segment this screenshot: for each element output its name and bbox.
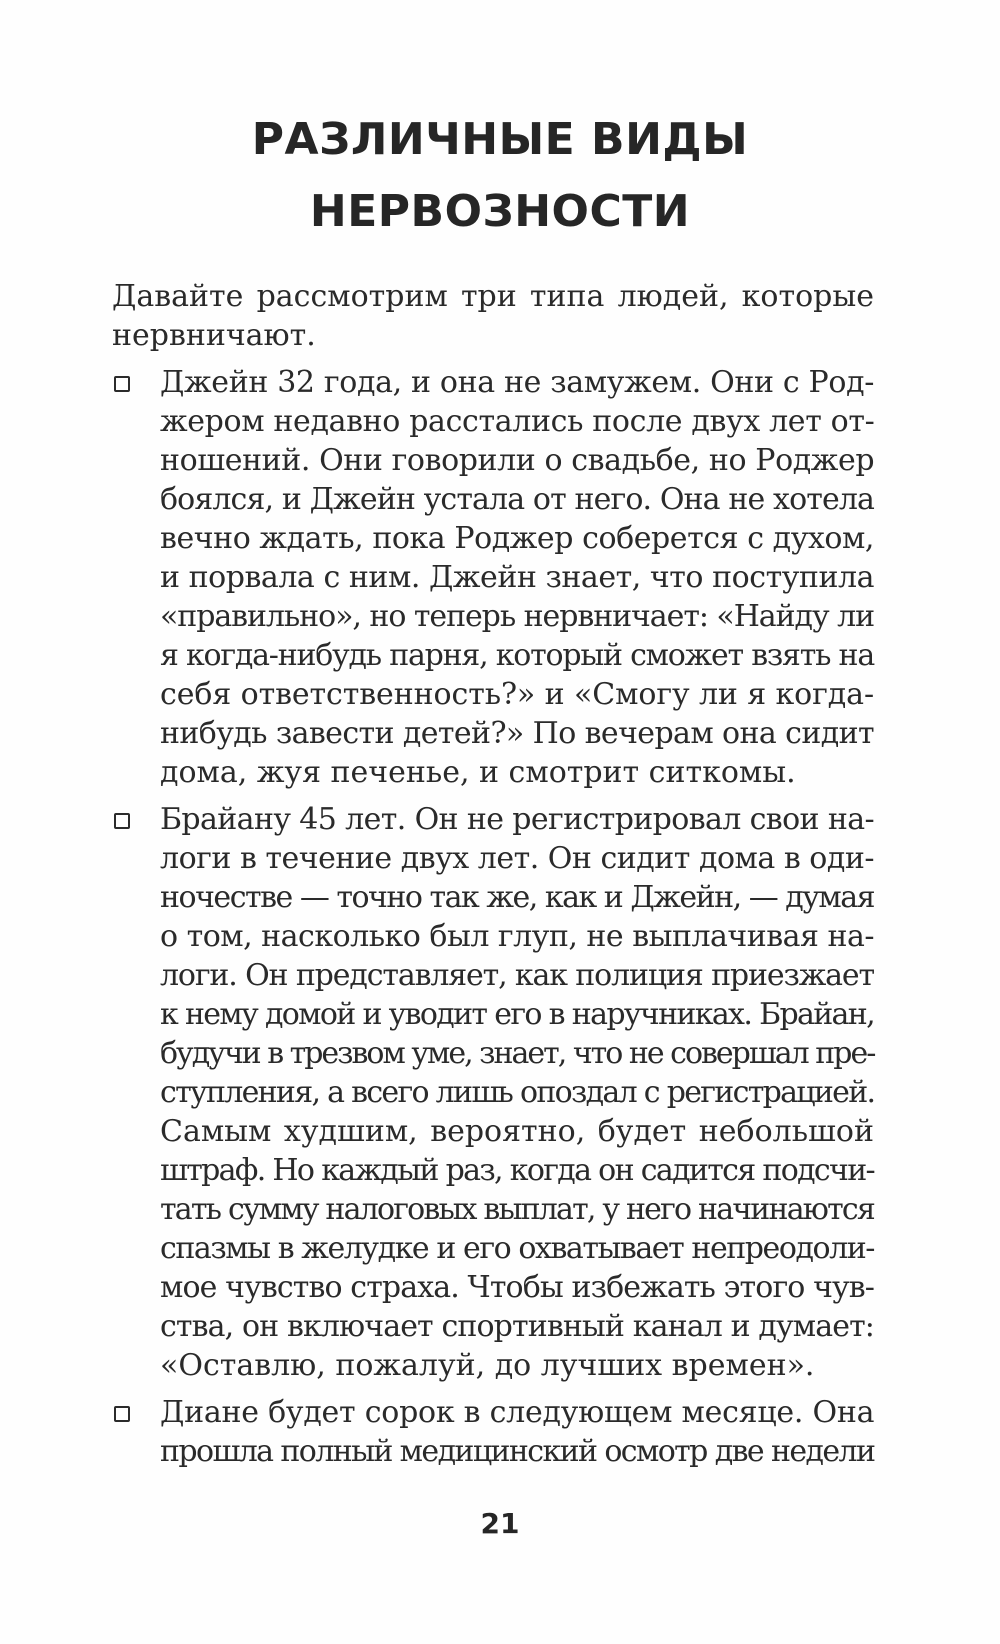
checkbox-square-icon xyxy=(114,1406,130,1422)
text-line: будучи в трезвом уме, знает, что не совершал пре- xyxy=(160,1036,875,1071)
text-line: логи. Он представляет, как полиция приезжает xyxy=(160,958,874,993)
text-line: ступления, а всего лишь опоздал с регистрацией. xyxy=(160,1075,875,1110)
text-line: «правильно», но теперь нервничает: «Найду ли xyxy=(160,599,874,634)
text-line: Джейн 32 года, и она не замужем. Они с Род- xyxy=(160,365,874,400)
text-line: к нему домой и уводит его в наручниках. Брайан, xyxy=(160,997,874,1032)
list-item-diana xyxy=(112,1393,874,1471)
text-line: «Оставлю, пожалуй, до лучших времен». xyxy=(160,1348,815,1383)
list-item-jane xyxy=(112,363,874,792)
text-line: мое чувство страха. Чтобы избежать этого чув- xyxy=(160,1270,875,1305)
intro-paragraph xyxy=(112,277,874,355)
chapter-heading xyxy=(0,104,1000,248)
text-line: жером недавно расстались после двух лет от- xyxy=(160,404,875,439)
text-line: тать сумму налоговых выплат, у него начинаются xyxy=(160,1192,874,1227)
text-line: штраф. Но каждый раз, когда он садится подсчи- xyxy=(160,1153,874,1188)
intro-line: Давайте рассмотрим три типа людей, которые xyxy=(112,279,874,314)
text-line: о том, насколько был глуп, не выплачивая на- xyxy=(160,919,874,954)
chapter-heading-line-1: РАЗЛИЧНЫЕ ВИДЫ xyxy=(251,114,749,165)
text-line: спазмы в желудке и его охватывает непреодоли- xyxy=(160,1231,874,1266)
text-line: дома, жуя печенье, и смотрит ситкомы. xyxy=(160,755,796,790)
text-line: логи в течение двух лет. Он сидит дома в оди- xyxy=(160,841,874,876)
text-line: Самым худшим, вероятно, будет небольшой xyxy=(160,1114,874,1149)
page-number: 21 xyxy=(480,1507,520,1540)
text-line: Диане будет сорок в следующем месяце. Она xyxy=(160,1395,875,1430)
body-text xyxy=(112,277,874,1471)
text-line: ночестве — точно так же, как и Джейн, — думая xyxy=(160,880,875,915)
text-line: я когда-нибудь парня, который сможет взять на xyxy=(160,638,874,673)
text-line: Брайану 45 лет. Он не регистрировал свои на- xyxy=(160,802,875,837)
text-line: боялся, и Джейн устала от него. Она не хотела xyxy=(160,482,874,517)
text-line: и порвала с ним. Джейн знает, что поступила xyxy=(160,560,874,595)
checkbox-square-icon xyxy=(114,813,130,829)
text-line: ношений. Они говорили о свадьбе, но Роджер xyxy=(160,443,875,478)
text-line: вечно ждать, пока Роджер соберется с духом, xyxy=(160,521,874,556)
chapter-heading-line-2: НЕРВОЗНОСТИ xyxy=(309,186,691,237)
checkbox-square-icon xyxy=(114,376,130,392)
text-line: ства, он включает спортивный канал и думает: xyxy=(160,1309,874,1344)
list-item-brian xyxy=(112,800,874,1385)
intro-line: нервничают. xyxy=(112,318,316,353)
text-line: нибудь завести детей?» По вечерам она сидит xyxy=(160,716,874,751)
text-line: прошла полный медицинский осмотр две недели xyxy=(160,1434,875,1469)
text-line: себя ответственность?» и «Смогу ли я когда- xyxy=(160,677,874,712)
